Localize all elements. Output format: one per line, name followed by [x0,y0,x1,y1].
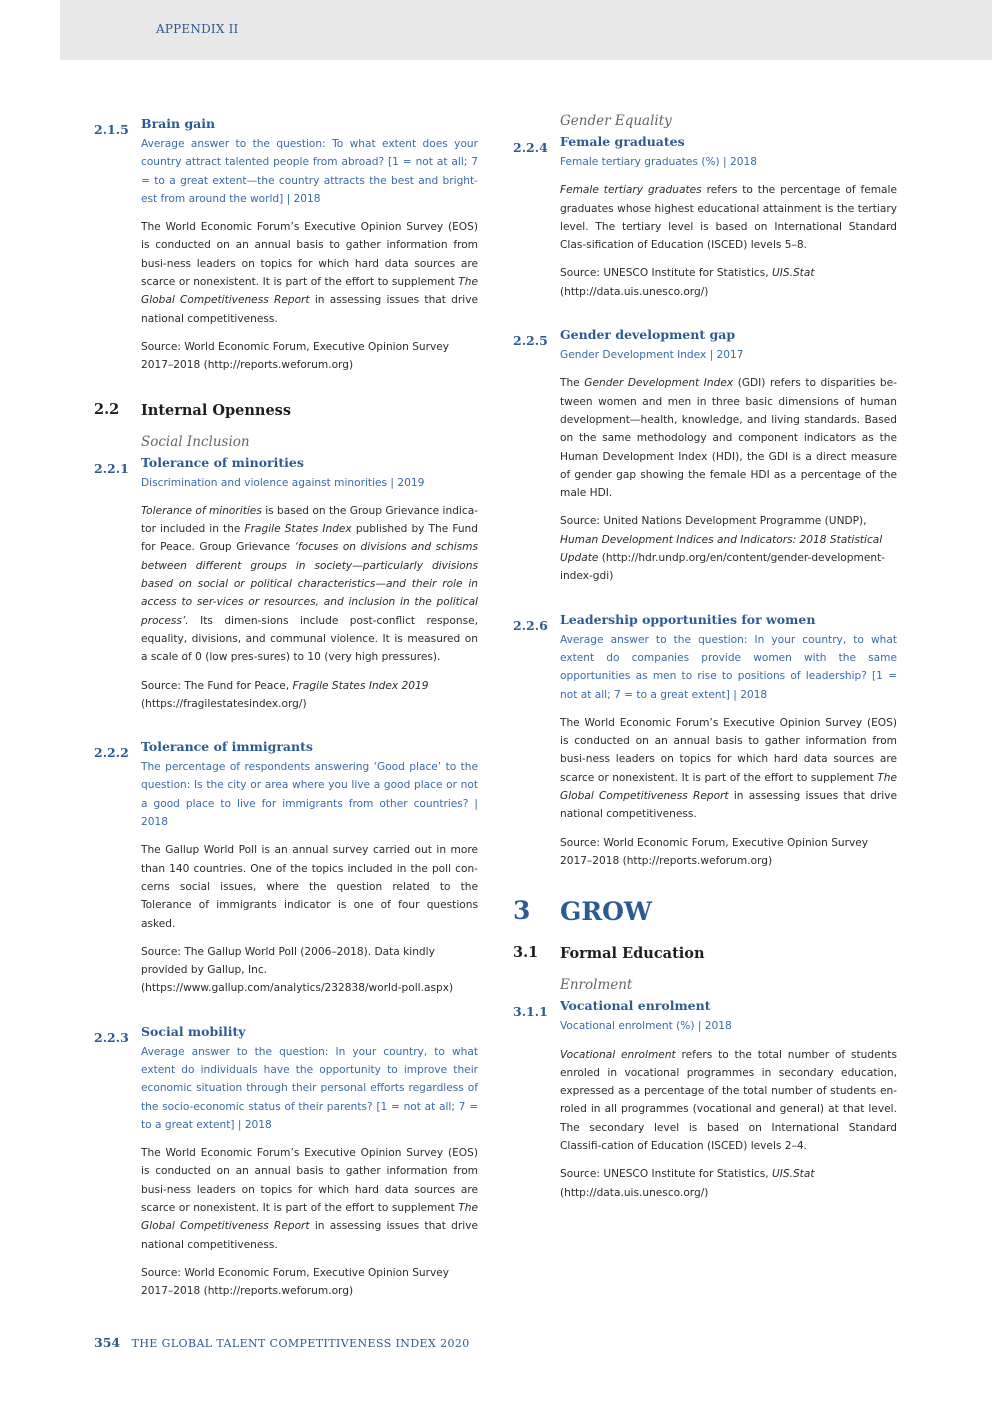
subpillar-title: Gender Equality [560,113,672,129]
indicator-description: The Gallup World Poll is an annual survey carried out in more than 140 countries. One of the topics included in the poll con-cerns social issues, where the question related to the Tolerance of immigrants indicator is one of four questions asked. [141,844,478,930]
indicator-definition: Gender Development Index | 2017 [560,349,744,362]
subpillar-title: Social Inclusion [141,433,250,450]
section-title: Internal Openness [141,401,292,419]
indicator-source: Source: The Fund for Peace, Fragile States Index 2019 (https://fragilestatesindex.org/) [141,679,429,710]
indicator-title: Social mobility [141,1023,246,1039]
indicator-2-2-5 [513,327,897,586]
section-2-2 [94,400,478,421]
indicator-source: Source: UNESCO Institute for Statistics, UIS.Stat (http://data.uis.unesco.org/) [560,267,815,298]
pillar-title: GROW [560,897,652,927]
indicator-number: 2.2.3 [94,1029,129,1045]
indicator-number: 2.2.1 [94,460,129,476]
indicator-title: Gender development gap [560,327,736,343]
indicator-title: Leadership opportunities for women [560,611,816,627]
footer-title: THE GLOBAL TALENT COMPETITIVENESS INDEX 2020 [131,1337,470,1350]
indicator-description: Female tertiary graduates refers to the percentage of female graduates whose highest educational attainment is the tertiary level. The tertiary level is based on International Standard Clas-sification of Education (ISCED) levels 5–8. [560,184,897,252]
page-footer [94,1335,470,1350]
indicator-source: Source: UNESCO Institute for Statistics, UIS.Stat (http://data.uis.unesco.org/) [560,1168,815,1199]
indicator-number: 3.1.1 [513,1004,548,1020]
indicator-3-1-1 [513,998,897,1202]
indicator-2-2-3 [94,1023,478,1301]
indicator-definition: The percentage of respondents answering ‘Good place’ to the question: Is the city or area where you live a good place or not a good place to live for immigrants from other countries? | 2018 [141,761,478,829]
section-number: 2.2 [94,400,120,418]
indicator-number: 2.2.6 [513,617,548,633]
pillar-number: 3 [513,896,531,926]
indicator-number: 2.2.2 [94,745,129,761]
indicator-description: The Gender Development Index (GDI) refers to disparities be-tween women and men in three basic dimensions of human development—health, knowledge, and living standards. Based on the same methodology and component indicators as the Human Development Index (HDI), the GDI is a direct measure of gender gap showing the female HDI as a percentage of the male HDI. [560,377,897,500]
indicator-description: The World Economic Forum’s Executive Opinion Survey (EOS) is conducted on an annual basis to gather information from busi-ness leaders on topics for which hard data sources are scarce or nonexistent. It is part of the effort to supplement The Global Competitiveness Report in assessing issues that drive national competitiveness. [141,221,478,325]
indicator-2-1-5 [94,116,478,375]
indicator-definition: Average answer to the question: In your country, to what extent do individuals have the opportunity to improve their economic situation through their personal efforts regardless of the socio-economic status of their parents? [1 = not at all; 7 = to a great extent] | 2018 [141,1045,478,1131]
indicator-2-2-6 [513,611,897,871]
indicator-definition: Discrimination and violence against minorities | 2019 [141,476,425,489]
indicator-title: Tolerance of immigrants [141,739,313,755]
appendix-label: APPENDIX II [156,22,239,36]
indicator-source: Source: The Gallup World Poll (2006–2018). Data kindly provided by Gallup, Inc. (https://www.gallup.com/analytics/232838/world-poll.aspx) [141,945,454,995]
indicator-description: Tolerance of minorities is based on the Group Grievance indica-tor included in the Fragile States Index published by The Fund for Peace. Group Grievance ‘focuses on divisions and schisms between different groups in society—particularly divisions based on social or political characteristics—and their role in access to ser-vices or resources, and inclusion in the political process’. Its dimen-sions include post-conflict response, equality, divisions, and communal violence. It is measured on a scale of 0 (low pres-sures) to 10 (very high pressures). [141,504,479,664]
indicator-title: Tolerance of minorities [141,454,304,470]
subpillar-title: Enrolment [560,977,633,994]
indicator-definition: Vocational enrolment (%) | 2018 [560,1020,732,1033]
indicator-2-2-4 [513,134,897,301]
indicator-description: The World Economic Forum’s Executive Opinion Survey (EOS) is conducted on an annual basis to gather information from busi-ness leaders on topics for which hard data sources are scarce or nonexistent. It is part of the effort to supplement The Global Competitiveness Report in assessing issues that drive national competitiveness. [141,1147,478,1251]
indicator-definition: Average answer to the question: To what extent does your country attract talented people from abroad? [1 = not at all; 7 = to a great extent—the country attracts the best and bright-est from around the world] | 2018 [141,138,478,205]
indicator-title: Vocational enrolment [560,998,711,1014]
section-title: Formal Education [560,945,705,963]
indicator-number: 2.1.5 [94,122,129,137]
indicator-title: Female graduates [560,134,685,149]
indicator-source: Source: World Economic Forum, Executive Opinion Survey 2017–2018 (http://reports.weforum.org) [141,1266,450,1298]
indicator-2-2-2 [94,739,478,998]
section-number: 3.1 [513,944,539,962]
indicator-description: The World Economic Forum’s Executive Opinion Survey (EOS) is conducted on an annual basis to gather information from busi-ness leaders on topics for which hard data sources are scarce or nonexistent. It is part of the effort to supplement The Global Competitiveness Report in assessing issues that drive national competitiveness. [560,716,897,821]
section-3-1 [513,944,897,964]
indicator-2-2-1 [94,454,479,714]
indicator-definition: Female tertiary graduates (%) | 2018 [560,156,757,168]
indicator-number: 2.2.4 [513,140,548,155]
indicator-title: Brain gain [141,116,216,131]
indicator-source: Source: World Economic Forum, Executive Opinion Survey 2017–2018 (http://reports.weforum.org) [141,340,450,372]
pillar-3 [513,896,897,928]
page-number: 354 [94,1335,121,1350]
header-bar [60,0,992,60]
indicator-source: Source: United Nations Development Programme (UNDP), Human Development Indices and Indicators: 2018 Statistical Update (http://hdr.undp.org/en/content/gender-development-index-gdi) [560,515,886,583]
indicator-number: 2.2.5 [513,333,548,349]
right-column [513,112,897,1228]
indicator-source: Source: World Economic Forum, Executive Opinion Survey 2017–2018 (http://reports.weforum.org) [560,836,869,867]
left-column [94,112,479,1327]
indicator-definition: Average answer to the question: In your country, to what extent do companies provide women with the same opportunities as men to rise to positions of leadership? [1 = not at all; 7 = to a great extent] | 2018 [560,633,897,701]
indicator-description: Vocational enrolment refers to the total number of students enroled in vocational programmes in secondary education, expressed as a percentage of the total number of students en-roled in all programmes (vocational and general) at that level. The secondary level is based on International Standard Classifi-cation of Education (ISCED) levels 2–4. [560,1048,897,1152]
